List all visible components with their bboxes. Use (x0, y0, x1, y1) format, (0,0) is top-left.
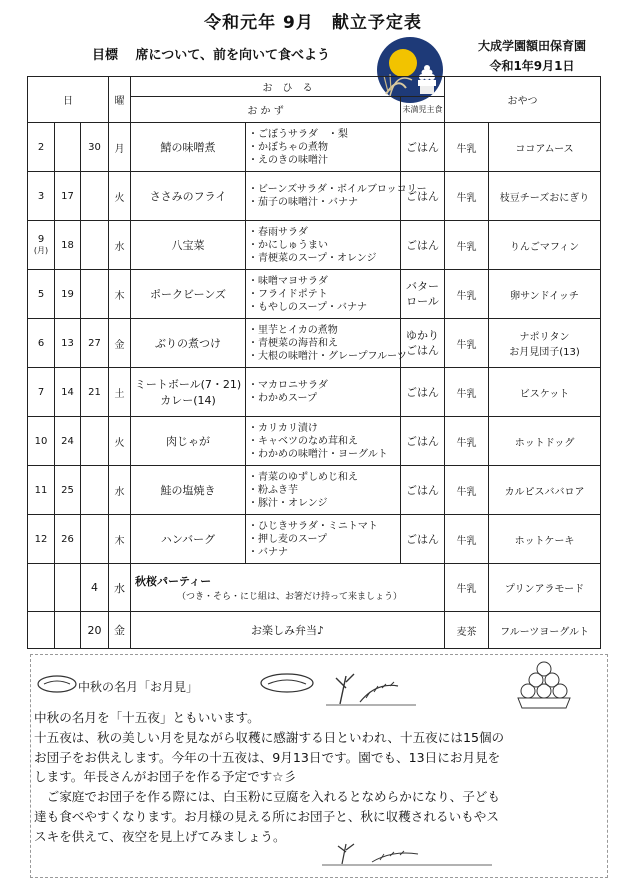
snack-line: 卵サンドイッチ (510, 290, 579, 302)
cloud-icon (258, 670, 316, 696)
snack-cell (489, 270, 601, 319)
snack-cell (489, 368, 601, 417)
day-number: 10 (34, 435, 48, 447)
party-event (131, 564, 445, 612)
snack-cell (489, 172, 601, 221)
staple-food (401, 270, 445, 319)
staple-line: ごはん (406, 532, 440, 546)
snack-cell: フルーツヨーグルト (489, 612, 601, 649)
staple-line: ごはん (406, 434, 440, 448)
staple-food (401, 123, 445, 172)
notice-line: 達も食べやすくなります。お月様の見える所にお団子と、秋に収穫されるいもやス (34, 808, 499, 824)
menu-row (28, 270, 601, 319)
drink-cell: 牛乳 (445, 172, 489, 221)
side-dish: ・もやしのスープ・バナナ (248, 301, 368, 313)
day-cell (55, 564, 81, 612)
day-cell (28, 270, 55, 319)
side-dish: ・フライドポテト (248, 288, 328, 300)
weekday-cell: 水 (109, 466, 131, 515)
drink-cell: 牛乳 (445, 270, 489, 319)
side-dish: ・ひじきサラダ・ミニトマト (248, 520, 378, 532)
snack-line: お月見団子(13) (509, 347, 580, 358)
side-dish: ・わかめスープ (248, 393, 318, 404)
day-number: 9 (37, 234, 45, 245)
day-cell (28, 564, 55, 612)
drink-cell: 牛乳 (445, 564, 489, 612)
main-dish-line: ハンバーグ (160, 533, 216, 546)
side-dish: ・里芋とイカの煮物 (248, 324, 338, 336)
drink-cell: 牛乳 (445, 123, 489, 172)
day-cell (28, 612, 55, 649)
day-number: 3 (37, 190, 45, 202)
main-dish (131, 515, 246, 564)
side-dish: ・キャベツのなめ茸和え (248, 435, 359, 447)
side-dish: ・粉ふき芋 (248, 484, 299, 496)
page-title: 令和元年 9月 献立予定表 (204, 13, 422, 33)
side-dishes (246, 123, 401, 172)
side-dish: ・豚汁・オレンジ (248, 497, 328, 509)
main-dish (131, 368, 246, 417)
main-dish (131, 221, 246, 270)
goal-label: 目標 (92, 48, 119, 63)
side-dish: ・青菜のゆずしめじ和え (248, 471, 359, 483)
school-info (478, 36, 586, 76)
goal (92, 44, 330, 63)
main-dish-line: ポークビーンズ (150, 288, 227, 301)
day-number: 7 (37, 386, 45, 398)
bento-event: お楽しみ弁当♪ (131, 612, 445, 649)
tsukimi-dango-icon (514, 660, 574, 710)
main-dish-line: 鯖の味噌煮 (160, 141, 216, 154)
staple-food (401, 221, 445, 270)
pampas-grass-icon (322, 840, 492, 866)
staple-line: ごはん (406, 140, 440, 154)
day-cell (28, 515, 55, 564)
snack-cell (489, 515, 601, 564)
day-cell: 19 (55, 270, 81, 319)
header-lunch: お ひ る (131, 77, 445, 97)
weekday-cell: 火 (109, 417, 131, 466)
main-dish-line: カレー(14) (160, 394, 216, 407)
drink-cell: 牛乳 (445, 417, 489, 466)
main-dish-line: 鮭の塩焼き (160, 484, 216, 497)
side-dish: ・かにしゅうまい (248, 239, 329, 251)
notice-line: 中秋の名月を「十五夜」ともいいます。 (34, 710, 260, 725)
menu-row (28, 466, 601, 515)
side-dish: ・青梗菜のスープ・オレンジ (248, 252, 377, 264)
main-dish (131, 270, 246, 319)
staple-line: ごはん (406, 344, 440, 357)
issue-date: 令和1年9月1日 (489, 59, 575, 73)
day-note: (月) (33, 246, 49, 255)
menu-rows (28, 123, 601, 649)
side-dish: ・わかめの味噌汁・ヨーグルト (248, 448, 388, 460)
staple-line: ロール (406, 295, 439, 308)
weekday-cell: 金 (109, 319, 131, 368)
menu-row (28, 368, 601, 417)
day-cell (81, 466, 109, 515)
side-dish: ・茄子の味噌汁・バナナ (248, 197, 359, 208)
day-cell (81, 221, 109, 270)
side-dish: ・バナナ (248, 546, 289, 558)
snack-line: ビスケット (519, 388, 570, 400)
drink-cell: 牛乳 (445, 466, 489, 515)
day-cell (81, 270, 109, 319)
side-dish: ・ビーンズサラダ・ボイルブロッコリー (248, 184, 427, 195)
party-title: 秋桜パーティー (135, 575, 212, 588)
weekday-cell: 月 (109, 123, 131, 172)
snack-line: カルピスババロア (504, 486, 585, 498)
weekday-cell: 火 (109, 172, 131, 221)
snack-line: ホットドッグ (514, 437, 575, 449)
pampas-grass-icon (326, 668, 416, 706)
day-number: 2 (37, 141, 45, 153)
main-dish-line: ささみのフライ (149, 190, 227, 203)
staple-food (401, 368, 445, 417)
staple-food (401, 172, 445, 221)
main-dish (131, 466, 246, 515)
day-cell: 17 (55, 172, 81, 221)
menu-row (28, 319, 601, 368)
day-cell (81, 515, 109, 564)
weekday-cell: 水 (109, 221, 131, 270)
drink-cell: 牛乳 (445, 515, 489, 564)
snack-cell (489, 319, 601, 368)
day-cell (55, 612, 81, 649)
day-cell: 26 (55, 515, 81, 564)
snack-line: ナポリタン (519, 332, 570, 343)
header-snack: おやつ (445, 77, 601, 123)
side-dish: ・味噌マヨサラダ (248, 275, 328, 287)
snack-line: ココアムース (515, 143, 574, 155)
side-dishes (246, 515, 401, 564)
side-dish: ・かぼちゃの煮物 (248, 141, 329, 153)
day-cell: 24 (55, 417, 81, 466)
staple-food (401, 417, 445, 466)
main-dish (131, 172, 246, 221)
side-dish: ・大根の味噌汁・グレープフルーツ (248, 350, 407, 362)
weekday-cell: 木 (109, 515, 131, 564)
day-cell: 4 (81, 564, 109, 612)
menu-row (28, 417, 601, 466)
day-cell (28, 466, 55, 515)
weekday-cell: 水 (109, 564, 131, 612)
header-day: 日 (28, 77, 109, 123)
staple-food (401, 466, 445, 515)
side-dishes (246, 319, 407, 368)
weekday-cell: 木 (109, 270, 131, 319)
side-dishes (246, 466, 401, 515)
header-weekday: 曜 (109, 77, 131, 123)
side-dishes (246, 368, 401, 417)
day-cell (28, 123, 55, 172)
menu-row (28, 515, 601, 564)
snack-line: ホットケーキ (514, 535, 575, 547)
staple-line: ごはん (406, 189, 440, 203)
weekday-cell: 土 (109, 368, 131, 417)
goal-text: 席について、前を向いて食べよう (135, 48, 331, 63)
menu-row (28, 172, 601, 221)
party-row (28, 564, 601, 612)
notice-line: ご家庭でお団子を作る際には、白玉粉に豆腐を入れるとなめらかになり、子ども (34, 789, 500, 805)
notice-line: 十五夜は、秋の美しい月を見ながら収穫に感謝する日といわれ、十五夜には15個の (34, 729, 505, 745)
drink-cell: 麦茶 (445, 612, 489, 649)
drink-cell: 牛乳 (445, 319, 489, 368)
day-cell: 14 (55, 368, 81, 417)
day-cell: 20 (81, 612, 109, 649)
snack-line: 枝豆チーズおにぎり (499, 192, 590, 204)
staple-food (401, 515, 445, 564)
day-number: 11 (34, 484, 48, 496)
day-cell: 30 (81, 123, 109, 172)
main-dish (131, 417, 246, 466)
day-cell: 21 (81, 368, 109, 417)
staple-line: ごはん (406, 238, 440, 252)
staple-line: バター (406, 280, 440, 293)
snack-cell (489, 417, 601, 466)
day-cell: 25 (55, 466, 81, 515)
staple-line: ごはん (406, 483, 440, 497)
party-note: （つき・そら・にじ組は、お箸だけ持って来ましょう） (177, 592, 403, 602)
day-number: 5 (37, 288, 45, 300)
day-cell (28, 221, 55, 270)
day-cell: 18 (55, 221, 81, 270)
day-cell: 27 (81, 319, 109, 368)
staple-food (401, 319, 445, 368)
side-dishes (246, 270, 401, 319)
snack-cell (489, 123, 601, 172)
day-cell (81, 172, 109, 221)
side-dish: ・マカロニサラダ (248, 380, 328, 391)
header-under3-staple: 未満児主食 (401, 97, 445, 123)
header-dish: お か ず (131, 97, 401, 123)
cloud-icon (36, 672, 78, 696)
menu-table (27, 76, 601, 649)
notice-heading: 中秋の名月「お月見」 (78, 680, 199, 694)
main-dish-line: ミートボール(7・21) (134, 378, 242, 391)
day-cell (28, 368, 55, 417)
main-dish-line: 肉じゃが (166, 435, 211, 448)
side-dish: ・えのきの味噌汁 (248, 154, 329, 166)
day-cell (81, 417, 109, 466)
notice-text (34, 708, 606, 847)
side-dish: ・春雨サラダ (248, 226, 308, 238)
bento-row (28, 612, 601, 649)
snack-cell (489, 221, 601, 270)
side-dishes (246, 417, 401, 466)
snack-cell (489, 466, 601, 515)
notice-line: スキを供えて、夜空を見上げてみましょう。 (34, 828, 286, 844)
side-dish: ・押し麦のスープ (248, 533, 328, 545)
school-name: 大成学園額田保育園 (477, 39, 586, 53)
snack-cell: プリンアラモード (489, 564, 601, 612)
day-number: 6 (37, 337, 45, 349)
main-dish (131, 123, 246, 172)
menu-row (28, 221, 601, 270)
weekday-cell: 金 (109, 612, 131, 649)
staple-line: ゆかり (406, 329, 440, 342)
day-cell (28, 172, 55, 221)
side-dish: ・カリカリ漬け (248, 422, 318, 434)
main-dish (131, 319, 246, 368)
side-dish: ・ごぼうサラダ ・梨 (248, 128, 348, 140)
day-number: 12 (34, 533, 48, 545)
staple-line: ごはん (406, 385, 440, 399)
day-cell (28, 417, 55, 466)
notice-line: します。年長さんがお団子を作る予定です☆彡 (34, 769, 297, 785)
drink-cell: 牛乳 (445, 221, 489, 270)
day-cell: 13 (55, 319, 81, 368)
notice-line: お団子をお供えします。今年の十五夜は、9月13日です。園でも、13日にお月見を (34, 749, 501, 765)
day-cell (55, 123, 81, 172)
snack-line: りんごマフィン (509, 241, 580, 253)
side-dish: ・青梗菜の海苔和え (248, 337, 339, 349)
main-dish-line: 八宝菜 (171, 239, 205, 252)
main-dish-line: ぶりの煮つけ (155, 337, 222, 350)
side-dishes (246, 221, 401, 270)
drink-cell: 牛乳 (445, 368, 489, 417)
menu-row (28, 123, 601, 172)
day-cell (28, 319, 55, 368)
